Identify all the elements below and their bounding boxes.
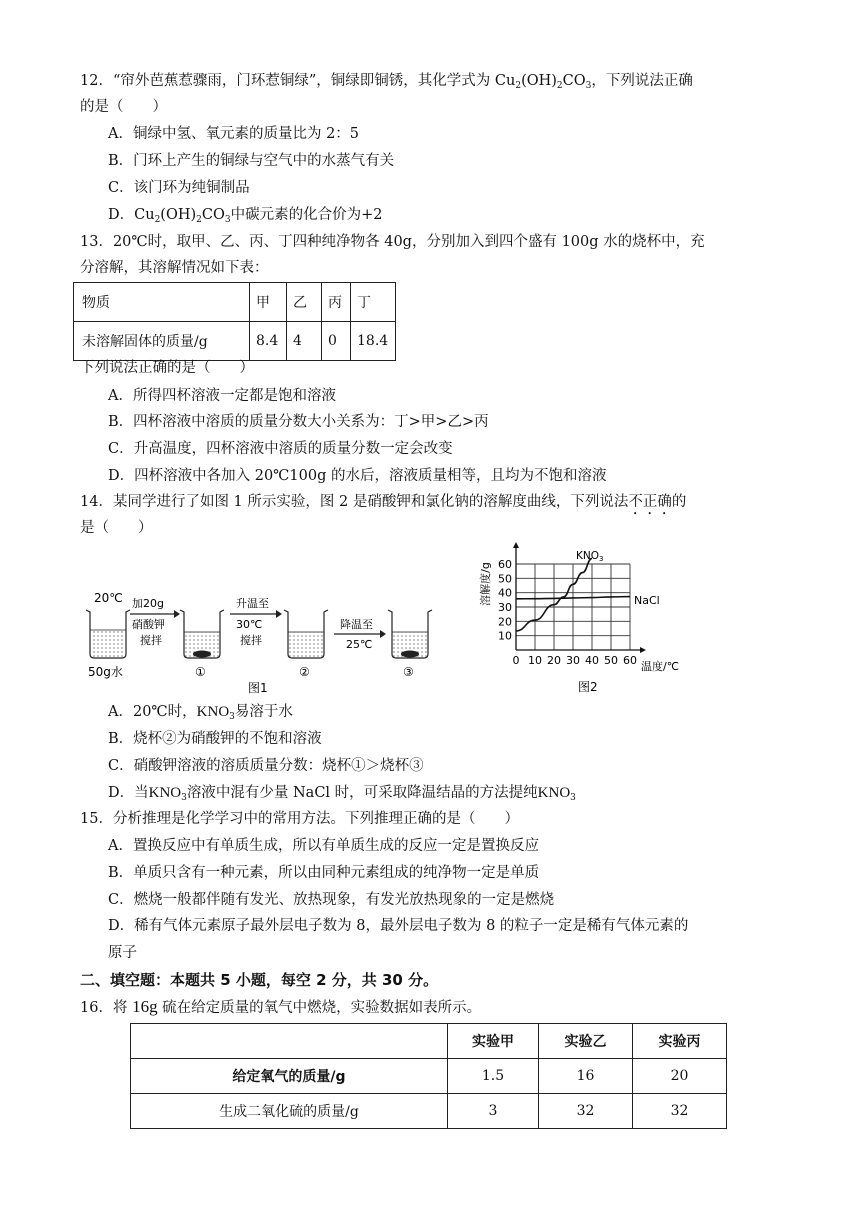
q15-stem: 15．分析推理是化学学习中的常用方法。下列推理正确的是（ ）	[80, 811, 519, 827]
chart-grid	[516, 564, 630, 650]
q14-stem-line2: 是（ ）	[80, 520, 153, 536]
table-cell	[131, 1024, 448, 1059]
table-cell: 32	[539, 1094, 633, 1129]
beaker-start	[86, 610, 130, 658]
q14-option-b: B．烧杯②为硝酸钾的不饱和溶液	[108, 731, 322, 747]
q14-stem-line1: 14．某同学进行了如图 1 所示实验，图 2 是硝酸钾和氯化钠的溶解度曲线，下列说法不正确的	[80, 494, 687, 510]
y-axis-label: 溶解度/g	[479, 562, 492, 606]
q16-table	[130, 1023, 727, 1129]
arrow-head-icon	[276, 610, 282, 618]
table-cell: 实验丙	[633, 1024, 727, 1059]
y-tick-label: 20	[498, 615, 512, 629]
fig1-caption: 图1	[248, 681, 268, 695]
q15-option-b: B．单质只含有一种元素，所以由同种元素组成的纯净物一定是单质	[108, 865, 540, 881]
q13-option-a: A．所得四杯溶液一定都是饱和溶液	[108, 388, 336, 404]
fig1-step2-mid: 30℃	[236, 618, 263, 631]
q13-stem-line1: 13．20℃时，取甲、乙、丙、丁四种纯净物各 40g，分别加入到四个盛有 100g 水的烧杯中，充	[80, 234, 705, 250]
table-cell: 32	[633, 1094, 727, 1129]
chart-ticks	[498, 558, 637, 667]
fig1-step3-top: 降温至	[340, 618, 373, 631]
q13-option-d: D．四杯溶液中各加入 20℃100g 的水后，溶液质量相等，且均为不饱和溶液	[108, 468, 607, 484]
arrow-head-icon	[174, 610, 180, 618]
fig1-step1-top: 加20g	[132, 597, 164, 610]
q12-option-d: D．$Cu_2(OH)_2CO_3$中碳元素的化合价为+2	[108, 207, 383, 225]
q14-option-d: D．当$KNO_3$溶液中混有少量 NaCl 时，可采取降温结晶的方法提纯$KNO_3$	[108, 785, 576, 803]
table-cell: 8.4	[250, 322, 287, 361]
series-label-kno3: KNO3	[576, 550, 604, 563]
table-cell: 物质	[74, 283, 250, 322]
arrow-head-icon	[380, 630, 386, 638]
y-tick-label: 50	[498, 572, 512, 586]
q12-stem-line1: 12．“帘外芭蕉惹骤雨，门环惹铜绿”，铜绿即铜锈，其化学式为 $Cu_2(OH)_2CO_3$，下列说法正确	[80, 73, 693, 91]
table-row	[74, 322, 396, 361]
x-axis-arrow-icon	[640, 647, 646, 653]
fig1-step2-bot: 搅拌	[240, 634, 262, 647]
fig1-label-1: ①	[195, 665, 206, 679]
fig1-step2-top: 升温至	[236, 597, 269, 610]
q13-option-c: C．升高温度，四杯溶液中溶质的质量分数一定会改变	[108, 441, 453, 457]
table-cell: 18.4	[351, 322, 396, 361]
table-cell: 乙	[287, 283, 322, 322]
q15-option-c: C．燃烧一般都伴随有发光、放热现象，有发光放热现象的一定是燃烧	[108, 892, 555, 908]
y-tick-label: 60	[498, 558, 512, 571]
table-cell: 生成二氧化硫的质量/g	[131, 1094, 448, 1129]
fig1-label-3: ③	[403, 665, 414, 679]
fig1-step3-mid: 25℃	[346, 638, 373, 651]
table-row	[131, 1059, 727, 1094]
q12-option-a: A．铜绿中氢、氧元素的质量比为 2：5	[108, 126, 360, 142]
q13-stem-line3: 下列说法正确的是（ ）	[80, 360, 254, 376]
table-cell: 实验乙	[539, 1024, 633, 1059]
series-label-nacl: NaCl	[634, 594, 660, 607]
q13-option-b: B．四杯溶液中溶质的质量分数大小关系为：丁>甲>乙>丙	[108, 414, 489, 430]
table-cell: 给定氧气的质量/g	[131, 1059, 448, 1094]
x-tick-label: 60	[623, 654, 637, 667]
fig1-water-label: 50g水	[88, 665, 123, 679]
fig1-label-2: ②	[299, 665, 310, 679]
beaker-3	[388, 610, 432, 658]
y-axis-arrow-icon	[513, 542, 519, 548]
table-cell: 丁	[351, 283, 396, 322]
x-tick-label: 30	[566, 654, 580, 667]
q12-option-c: C．该门环为纯铜制品	[108, 180, 250, 196]
table-cell: 4	[287, 322, 322, 361]
fig1-step1-bot: 搅拌	[140, 634, 162, 647]
solubility-chart	[478, 536, 688, 696]
q15-option-d-line1: D．稀有气体元素原子最外层电子数为 8，最外层电子数为 8 的粒子一定是稀有气体元素的	[108, 918, 689, 934]
table-row	[74, 283, 396, 322]
table-cell: 丙	[322, 283, 351, 322]
emphasis-text: 不正确	[628, 494, 672, 510]
q13-table	[73, 282, 396, 361]
table-cell: 0	[322, 322, 351, 361]
section-heading: 二、填空题：本题共 5 小题，每空 2 分，共 30 分。	[80, 971, 439, 989]
table-row	[131, 1024, 727, 1059]
q13-stem-line2: 分溶解，其溶解情况如下表：	[80, 260, 269, 276]
table-row	[131, 1094, 727, 1129]
q16-stem: 16．将 16g 硫在给定质量的氧气中燃烧，实验数据如表所示。	[80, 997, 482, 1016]
y-tick-label: 10	[498, 629, 512, 643]
x-tick-label: 50	[604, 654, 618, 667]
y-tick-label: 40	[498, 586, 512, 600]
y-tick-label: 30	[498, 601, 512, 614]
beaker-1	[180, 610, 224, 658]
x-tick-label: 0	[512, 654, 520, 667]
x-tick-label: 20	[547, 654, 561, 667]
beaker-2	[284, 610, 328, 658]
table-cell: 16	[539, 1059, 633, 1094]
q15-option-d-line2: 原子	[108, 945, 137, 961]
table-cell: 20	[633, 1059, 727, 1094]
q15-option-a: A．置换反应中有单质生成，所以有单质生成的反应一定是置换反应	[108, 838, 539, 854]
q12-stem-line2: 的是（ ）	[80, 99, 167, 115]
figure-1-beakers	[80, 586, 450, 696]
q12-option-b: B．门环上产生的铜绿与空气中的水蒸气有关	[108, 153, 395, 169]
q14-option-a: A．20℃时，$KNO_3$易溶于水	[108, 704, 293, 722]
chart-caption: 图2	[578, 680, 598, 694]
x-tick-label: 40	[585, 654, 599, 667]
table-cell: 未溶解固体的质量/g	[74, 322, 250, 361]
table-cell: 实验甲	[448, 1024, 539, 1059]
x-tick-label: 10	[528, 654, 542, 667]
table-cell: 1.5	[448, 1059, 539, 1094]
q14-option-c: C．硝酸钾溶液的溶质质量分数：烧杯①＞烧杯③	[108, 758, 424, 774]
x-axis-label: 温度/℃	[641, 660, 680, 673]
table-cell: 3	[448, 1094, 539, 1129]
fig1-step1-mid: 硝酸钾	[132, 618, 165, 631]
fig1-temp: 20℃	[94, 591, 123, 605]
table-cell: 甲	[250, 283, 287, 322]
